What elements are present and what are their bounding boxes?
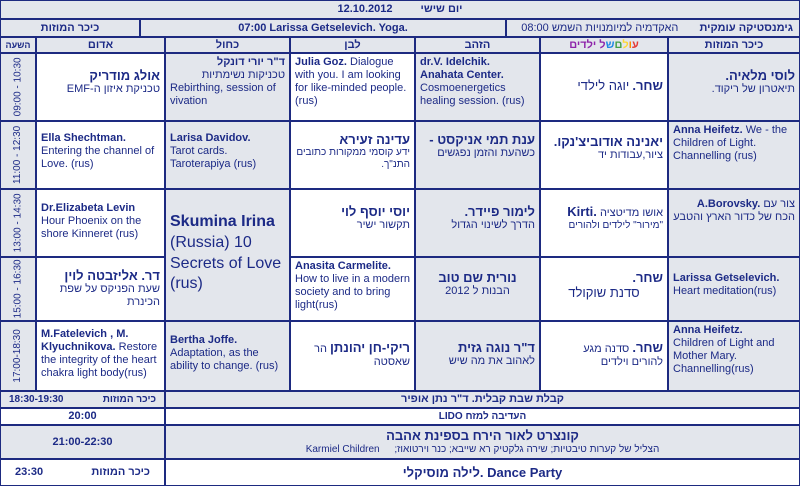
slot-3: 13:00 - 14:30 [0, 189, 36, 257]
header-right-text: האקדמיה למיומנויות השמש 08:00 [521, 22, 679, 34]
b3-time: 21:00-22:30 [0, 425, 165, 459]
col-white: לבן [290, 37, 415, 53]
r5-venue: Anna Heifetz. Children of Light and Mother Mary. Channelling(rus) [668, 321, 800, 391]
r5-white: ריקי-חן יהונתן הר שאסטה [290, 321, 415, 391]
slot-4: 15:00 - 16:30 [0, 257, 36, 321]
slot-2: 11:00 - 12:30 [0, 121, 36, 189]
r5-gold: ד"ר נוגה גזית לאהוב את מה שיש [415, 321, 540, 391]
r3-white: יוסי יוסף לוי תקשור ישיר [290, 189, 415, 257]
col-hour: השעה [0, 37, 36, 53]
header-mid-text: 07:00 Larissa Getselevich. Yoga. [238, 21, 408, 34]
b4-text: לילה מוסיקלי. Dance Party [165, 459, 800, 486]
r2-white: עדינה זעירא ידע קוסמי ממקורות כתובים התנ"ך. [290, 121, 415, 189]
col-blue: כחול [165, 37, 290, 53]
r2-kids: יאנינה אודוביצ'נקו. ציור,עבודות יד [540, 121, 668, 189]
slot-5: 17:00-18:30 [0, 321, 36, 391]
header-mid [140, 19, 506, 37]
col-venue: כיכר המוזות [668, 37, 800, 53]
r3-kids: אושו מדיטציה Kirti. "מירור" לילדים ולהורים [540, 189, 668, 257]
r1-gold: dr.V. Idelchik. Anahata Center. Cosmoenergetics healing session. (rus) [415, 53, 540, 121]
day-name: יום שישי [420, 3, 463, 16]
b2-text: LIDO העדיבה למזח [165, 408, 800, 425]
r1-white: Julia Goz. Dialogue with you. I am looking for like-minded people. (rus) [290, 53, 415, 121]
b4-left: 23:30 כיכר המוזות [0, 459, 165, 486]
r4-venue: Larissa Getselevich. Heart meditation(rus) [668, 257, 800, 321]
date: 12.10.2012 [337, 3, 393, 16]
r1-venue: לוסי מלאיה. תיאטרון של ריקוד. [668, 53, 800, 121]
r5-red: M.Fatelevich , M. Klyuchnikova. Restore the integrity of the heart chakra light body(rus) [36, 321, 165, 391]
col-gold: הזהב [415, 37, 540, 53]
b1-text: קבלת שבת קבלית. ד"ר נתן אופיר [165, 391, 800, 408]
r4-red: דר. אליזבטה לוין שעת הפניקס על שפת הכינרת [36, 257, 165, 321]
r5-blue: Bertha Joffe. Adaptation, as the ability to change. (rus) [165, 321, 290, 391]
r3-blue: Skumina Irina (Russia) 10 Secrets of Love (rus) [165, 189, 290, 321]
r5-kids: שחר. סדנה מגע להורים וילדים [540, 321, 668, 391]
header-left-label: כיכר המוזות [40, 21, 100, 34]
header-right [506, 19, 800, 37]
b3-text: קונצרט לאור הירח בספינת אהבה Karmiel Children הצליל של קערות טיבטיות; שירה גלקטיק רא שייבא; כנר וירטואוז; [165, 425, 800, 459]
r3-gold: לימור פיידר. הדרך לשינוי הגדול [415, 189, 540, 257]
r2-blue: Larisa Davidov. Tarot cards. Taroterapiya (rus) [165, 121, 290, 189]
slot-1: 09:00 - 10:30 [0, 53, 36, 121]
r2-venue: Anna Heifetz. We - the Children of Light. Channelling (rus) [668, 121, 800, 189]
date-header [0, 0, 800, 19]
r1-kids: שחר. יוגה לילדי [540, 53, 668, 121]
col-red: אדום [36, 37, 165, 53]
r3-red: Dr.Elizabeta Levin Hour Phoenix on the shore Kinneret (rus) [36, 189, 165, 257]
b2-time: 20:00 [0, 408, 165, 425]
r4-gold: נורית שם טוב הבנות ל 2012 [415, 257, 540, 321]
r2-gold: ענת תמי אניקסט - כשהעת והזמן נפגשים [415, 121, 540, 189]
r1-blue: ד"ר יורי דונקל טכניקות נשימתיות Rebirthing, session of vivation [165, 53, 290, 121]
r1-red: אולג מודריק טכניקת איזון ה-EMF [36, 53, 165, 121]
r4-kids: שחר. סדנת שוקולד [540, 257, 668, 321]
header-right-label: גימנסטיקה עומקית [699, 22, 793, 34]
r3-venue: צור עם A.Borovsky. הכח של כדור הארץ והטבע [668, 189, 800, 257]
r2-red: Ella Shechtman. Entering the channel of Love. (rus) [36, 121, 165, 189]
header-left [0, 19, 140, 37]
col-kids: ע ו ל ם ש ל ילדים [540, 37, 668, 53]
b1-left: 18:30-19:30 כיכר המוזות [0, 391, 165, 408]
r4-white: Anasita Carmelite. How to live in a modern society and to bring light(rus) [290, 257, 415, 321]
